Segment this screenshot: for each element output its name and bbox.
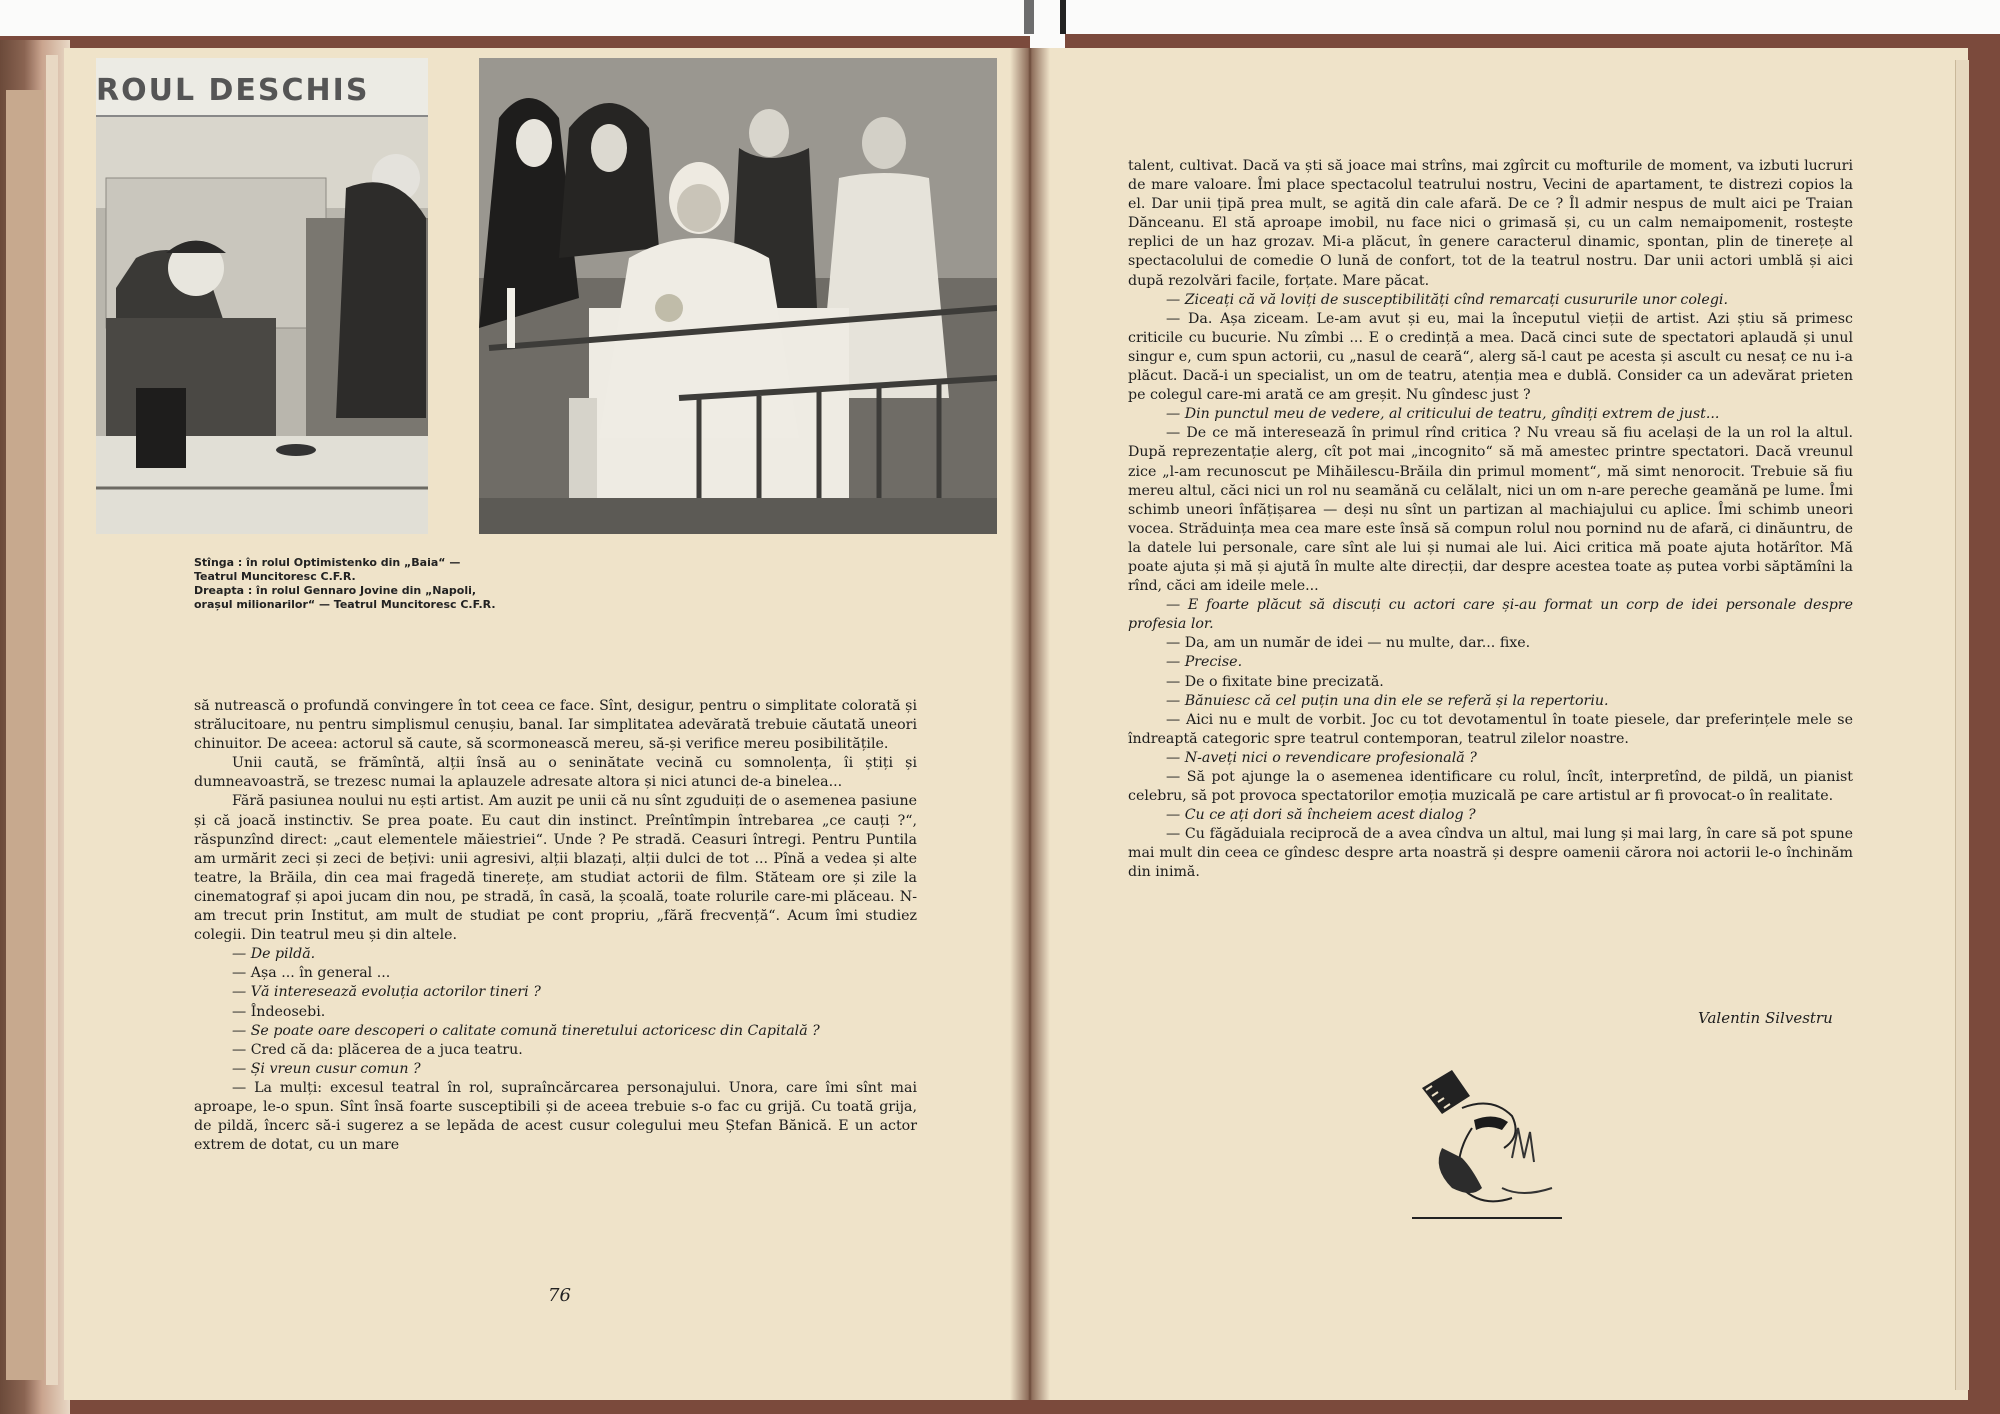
- paragraph: Fără pasiunea noului nu ești artist. Am auzit pe unii că nu sînt zguduiți de o asemenea pasiune și că joacă instinctiv. Se prea poate. Eu caut din instinct. Preîntîmpin întrebarea „ce cauți ?“, răspunzînd direct: „caut elementele măiestriei“. Unde ? Pe stradă. Ceasuri întregi. Pentru Puntila am urmărit zeci și zeci de bețivi: unii agresivi, alții blazați, alții dulci de tot ... Pînă a vedea și alte teatre, la Brăila, din cea mai fragedă tinerețe, am studiat actorii de film. Stăteam ore și zile la cinematograf și apoi jucam din nou, pe stradă, în casă, la școală, toate rolurile care-mi plăceau. N-am trecut prin Institut, am mult de studiat pe cont propriu, „fără frecvență“. Acum îmi studiez colegii. Din teatrul meu și din altele.: [194, 793, 917, 944]
- interview-question: — Din punctul meu de vedere, al criticului de teatru, gîndiți extrem de just...: [1166, 406, 1720, 423]
- interview-answer: — De ce mă interesează în primul rînd critica ? Nu vreau să fiu același de la un rol la altul. După reprezentație alerg, cît pot mai „incognito“ să mă amestec printre spectatori. Dacă vreunul zice „l-am recunoscut pe Mihăilescu-Brăila din primul moment“, mă simt nenorocit. Trebuie să fiu mereu altul, căci nici un rol nu seamănă cu celălalt, nici un om n-are pereche geamănă pe lume. Îmi schimb uneori înfățișarea — deși nu sînt un partizan al machiajului cu aplice. Îmi schimb uneori vocea. Străduința mea cea mare este însă să compun rolul nou pornind nu de afară, ci dinăuntru, de la datele lui personale, care sînt ale lui și numai ale lui. Aici critica mă poate ajuta hotărîtor. Mă poate ajuta și mă și ajută în multe alte direcții, dar despre acestea toate aș putea vorbi săptămîni la rînd, căci am ideile mele...: [1128, 425, 1853, 595]
- interview-question: — De pildă.: [232, 946, 316, 963]
- interview-answer: — La mulți: excesul teatral în rol, supraîncărcarea personajului. Unora, care îmi sînt mai aproape, le-o spun. Sînt însă foarte susceptibili și de aceea trebuie s-o fac cu grijă. Cu toată grija, de pildă, încerc să-i sugerez a se lepăda de acest cusur colegului meu Ștefan Bănică. E un actor extrem de dotat, cu un mare: [194, 1079, 917, 1154]
- illustration-masked-figure: [1412, 1068, 1572, 1228]
- interview-question: — Ziceați că vă loviți de susceptibilități cînd remarcați cusururile unor colegi.: [1166, 291, 1728, 308]
- paragraph: Unii caută, se frămîntă, alții însă au o seninătate vecină cu somnolența, îi știți și dumneavoastră, se trezesc numai la aplauzele adresate altora și nici atunci de-a binelea...: [194, 755, 917, 791]
- page-stack-edge: [1955, 60, 1969, 1390]
- interview-answer: — Da, am un număr de idei — nu multe, dar... fixe.: [1166, 635, 1531, 652]
- book-gutter: [1010, 48, 1050, 1400]
- caption-line: Teatrul Muncitoresc C.F.R.: [194, 570, 356, 583]
- interview-answer: — De o fixitate bine precizată.: [1166, 673, 1384, 690]
- scan-edge: [1060, 0, 1066, 34]
- photo-gennaro-jovine: [479, 58, 997, 534]
- caption-line: Stînga : în rolul Optimistenko din „Baia“ —: [194, 556, 461, 569]
- page-stack-edge: [46, 55, 58, 1385]
- interview-answer: — Cu făgăduiala reciprocă de a avea cîndva un altul, mai lung și mai larg, în care să pot spune mai mult din ceea ce gîndesc despre arta noastră și despre oamenii cărora noi actorii le-o închinăm din inimă.: [1128, 826, 1853, 881]
- photo-sign-text: ROUL DESCHIS: [96, 73, 370, 108]
- interview-answer: — Îndeosebi.: [232, 1003, 326, 1020]
- paragraph: să nutrească o profundă convingere în tot ceea ce face. Sînt, desigur, pentru o simplitate colorată și strălucitoare, nu pentru simplismul cenușiu, banal. Iar simplitatea adevărată trebuie căutată uneori chinuitor. De aceea: actorul să caute, să scormonească mereu, să-și verifice mereu posibilitățile.: [194, 698, 917, 753]
- interview-question: — Se poate oare descoperi o calitate comună tineretului actoricesc din Capitală ?: [232, 1022, 820, 1039]
- book-cover-edge: [1968, 34, 2000, 1414]
- photo-optimistenko: [96, 58, 428, 534]
- scan-edge: [1024, 0, 1034, 34]
- book-cover-edge: [1065, 34, 2000, 48]
- interview-answer: — Așa ... în general ...: [232, 965, 391, 982]
- interview-question: — Vă interesează evoluția actorilor tineri ?: [232, 984, 541, 1001]
- right-text-column: [1128, 157, 1853, 883]
- interview-question: — Și vreun cusur comun ?: [232, 1060, 421, 1077]
- page-number: 76: [548, 1285, 571, 1306]
- interview-question: — Precise.: [1166, 654, 1243, 671]
- interview-answer: — Cred că da: plăcerea de a juca teatru.: [232, 1041, 523, 1058]
- interview-question: — Bănuiesc că cel puțin una din ele se referă și la repertoriu.: [1166, 692, 1609, 709]
- author-signature: Valentin Silvestru: [1698, 1009, 1833, 1027]
- interview-answer: — Da. Așa ziceam. Le-am avut și eu, mai la începutul vieții de artist. Azi știu să primesc criticile cu bucurie. Nu zîmbi ... E o credință a mea. Dacă cinci sute de spectatori aplaudă și unul singur e, cum spun actorii, cu „nasul de ceară“, alerg să-l caut pe acesta și ascult cu nesaț ce nu i-a plăcut. Dacă-i un specialist, un om de teatru, atenția mea e dublă. Consider ca un adevărat prieten pe colegul care-mi arată ce am greșit. Nu gîndesc just ?: [1128, 310, 1853, 404]
- caption-line: orașul milionarilor“ — Teatrul Muncitoresc C.F.R.: [194, 598, 496, 611]
- caption-line: Dreapta : în rolul Gennaro Jovine din „Napoli,: [194, 584, 477, 597]
- interview-answer: — Aici nu e mult de vorbit. Joc cu tot devotamentul în toate piesele, dar preferințele mele se îndreaptă categoric spre teatrul contemporan, teatrul zilelor noastre.: [1128, 711, 1853, 747]
- page-stack-edge: [6, 90, 44, 1380]
- interview-question: — Cu ce ați dori să încheiem acest dialog ?: [1166, 807, 1476, 824]
- left-text-column: [194, 697, 917, 1155]
- interview-question: — N-aveți nici o revendicare profesională ?: [1166, 749, 1477, 766]
- photo-caption: [194, 556, 564, 612]
- paragraph: talent, cultivat. Dacă va ști să joace mai strîns, mai zgîrcit cu mofturile de moment, va izbuti lucruri de mare valoare. Îmi place spectacolul teatrului nostru, Vecini de apartament, te distrezi copios la el. Dar unii țipă prea mult, se agită din cale afară. De ce ? Îl admir nespus de mult aici pe Traian Dănceanu. El stă aproape imobil, nu face nici o grimasă și, cu un calm nemaipomenit, rostește replici de un haz grozav. Mi-a plăcut, în genere caracterul dinamic, spontan, plin de tinerețe al spectacolului de comedie O lună de confort, tot de la teatrul nostru. Dar unii actori umblă și aici după rezolvări facile, forțate. Mare păcat.: [1128, 158, 1853, 289]
- interview-answer: — Să pot ajunge la o asemenea identificare cu rolul, încît, interpretînd, de pildă, un pianist celebru, să pot provoca spectatorilor emoția muzicală pe care artistul ar fi provocat-o în realitate.: [1128, 769, 1853, 805]
- interview-question: — E foarte plăcut să discuți cu actori care și-au format un corp de idei personale despre profesia lor.: [1128, 597, 1853, 633]
